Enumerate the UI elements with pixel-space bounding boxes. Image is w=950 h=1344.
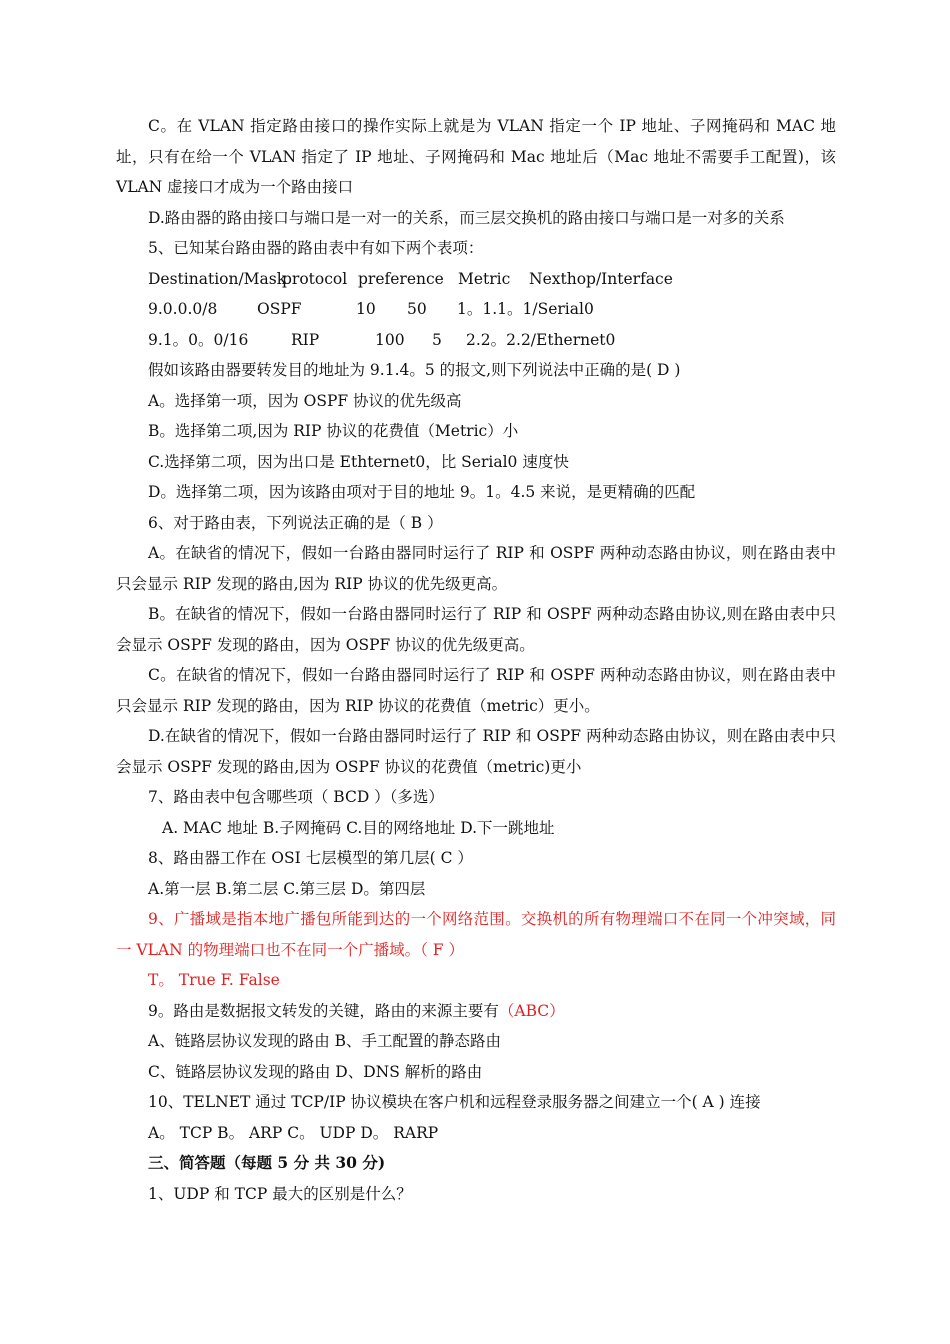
q7-stem: 7、路由表中包含哪些项（ BCD ）（多选）: [148, 788, 444, 806]
q9-routing-answer: （ABC）: [498, 1001, 565, 1020]
cell-nexthop: 2.2。2.2/Ethernet0: [466, 330, 616, 349]
cell-nexthop: 1。1.1。1/Serial0: [457, 300, 594, 318]
section-title: 三、简答题（每题 5 分 共 30 分): [148, 1153, 386, 1172]
col-destination: Destination/Mask: [148, 269, 287, 288]
q9-broadcast-stem: 9、广播域是指本地广播包所能到达的一个网络范围。交换机的所有物理端口不在同一个冲突域，同一 VLAN 的物理端口也不在同一个广播域。（ F ）: [116, 910, 836, 959]
route-table-header: [116, 264, 836, 295]
cell-preference: 100: [375, 330, 405, 349]
q9-routing-stem: [116, 996, 836, 1027]
q5-question: 假如该路由器要转发目的地址为 9.1.4。5 的报文,则下列说法中正确的是( D ): [148, 361, 681, 379]
q9-routing-options-2: C、链路层协议发现的路由 D、DNS 解析的路由: [148, 1062, 483, 1081]
q7-options: A. MAC 地址 B.子网掩码 C.目的网络地址 D.下一跳地址: [162, 818, 555, 837]
document-page: [116, 111, 836, 1209]
q5-option-a: A。选择第一项，因为 OSPF 协议的优先级高: [148, 391, 462, 410]
q9-broadcast-options: T。 True F. False: [148, 971, 280, 989]
route-table-row: [116, 294, 836, 325]
q9-routing-options-1: A、链路层协议发现的路由 B、手工配置的静态路由: [148, 1032, 502, 1050]
col-nexthop: Nexthop/Interface: [529, 269, 673, 288]
q8-options: A.第一层 B.第二层 C.第三层 D。第四层: [148, 879, 426, 898]
cell-destination: 9.1。0。0/16: [148, 330, 249, 349]
q4-option-d: D.路由器的路由接口与端口是一对一的关系，而三层交换机的路由接口与端口是一对多的关系: [148, 208, 785, 227]
col-protocol: protocol: [282, 269, 348, 288]
q10-stem: 10、TELNET 通过 TCP/IP 协议模块在客户机和远程登录服务器之间建立一个( A ) 连接: [148, 1093, 761, 1111]
q8-stem: 8、路由器工作在 OSI 七层模型的第几层( C ）: [148, 849, 473, 867]
q6-option-d: D.在缺省的情况下，假如一台路由器同时运行了 RIP 和 OSPF 两种动态路由协议，则在路由表中只会显示 OSPF 发现的路由,因为 OSPF 协议的花费值（metric)更小: [116, 727, 836, 776]
cell-preference: 10: [356, 300, 376, 318]
q4-option-c: C。在 VLAN 指定路由接口的操作实际上就是为 VLAN 指定一个 IP 地址、子网掩码和 MAC 地址，只有在给一个 VLAN 指定了 IP 地址、子网掩码和 Mac 地址后（Mac 地址不需要手工配置)，该 VLAN 虚接口才成为一个路由接口: [116, 117, 836, 196]
col-metric: Metric: [458, 269, 511, 288]
cell-protocol: OSPF: [257, 300, 302, 318]
cell-destination: 9.0.0.0/8: [148, 300, 218, 318]
q5-stem: 5、已知某台路由器的路由表中有如下两个表项：: [148, 239, 484, 257]
q10-options: A。 TCP B。 ARP C。 UDP D。 RARP: [148, 1123, 439, 1142]
q6-option-a: A。在缺省的情况下，假如一台路由器同时运行了 RIP 和 OSPF 两种动态路由协议，则在路由表中只会显示 RIP 发现的路由,因为 RIP 协议的优先级更高。: [116, 544, 836, 593]
short-answer-q1: 1、UDP 和 TCP 最大的区别是什么？: [148, 1184, 412, 1203]
q5-option-d: D。选择第二项，因为该路由项对于目的地址 9。1。4.5 来说，是更精确的匹配: [148, 483, 696, 501]
cell-metric: 5: [432, 330, 442, 349]
col-preference: preference: [358, 269, 444, 288]
q6-option-c: C。在缺省的情况下，假如一台路由器同时运行了 RIP 和 OSPF 两种动态路由协议，则在路由表中只会显示 RIP 发现的路由，因为 RIP 协议的花费值（metric）更小。: [116, 666, 836, 715]
cell-metric: 50: [407, 300, 427, 318]
q6-option-b: B。在缺省的情况下，假如一台路由器同时运行了 RIP 和 OSPF 两种动态路由协议,则在路由表中只会显示 OSPF 发现的路由，因为 OSPF 协议的优先级更高。: [116, 605, 836, 654]
q5-option-b: B。选择第二项,因为 RIP 协议的花费值（Metric）小: [148, 422, 519, 440]
q6-stem: 6、对于路由表，下列说法正确的是（ B ）: [148, 513, 443, 532]
q9-routing-stem-text: 9。路由是数据报文转发的关键，路由的来源主要有: [148, 1001, 499, 1020]
q5-option-c: C.选择第二项，因为出口是 Ethternet0，比 Serial0 速度快: [148, 452, 569, 471]
route-table-row: [116, 325, 836, 356]
cell-protocol: RIP: [291, 330, 320, 349]
